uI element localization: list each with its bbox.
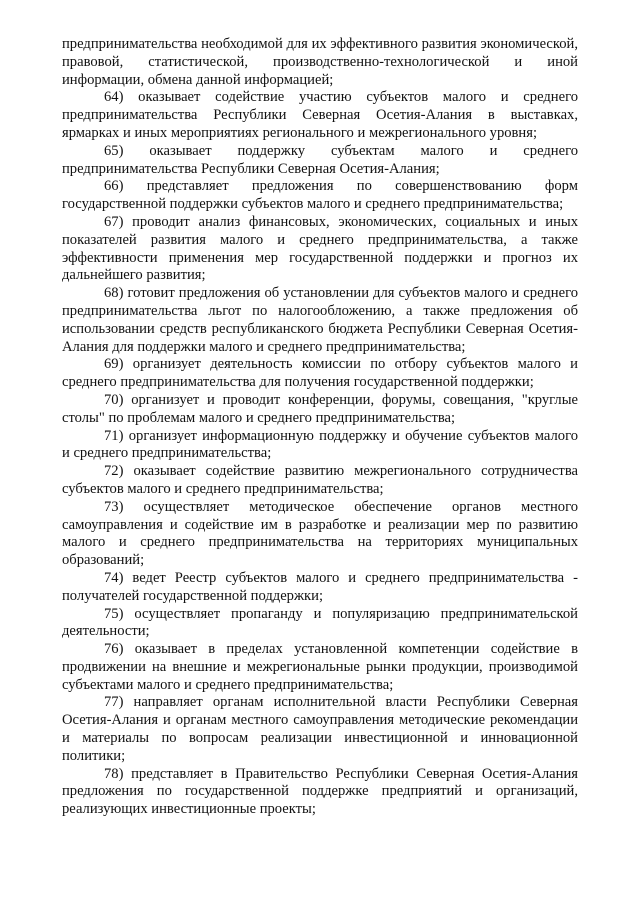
paragraph-item-70: 70) организует и проводит конференции, форумы, совещания, "круглые столы" по проблемам малого и среднего предпринимательства; bbox=[62, 391, 578, 426]
paragraph-item-67: 67) проводит анализ финансовых, экономических, социальных и иных показателей развития малого и среднего предпринимательства, а также эффективности применения мер государственной поддержки и прогноз их дальнейшего развития; bbox=[62, 213, 578, 284]
paragraph-item-78: 78) представляет в Правительство Республики Северная Осетия-Алания предложения по государственной поддержке предприятий и организаций, реализующих инвестиционные проекты; bbox=[62, 765, 578, 818]
paragraph-item-69: 69) организует деятельность комиссии по отбору субъектов малого и среднего предпринимательства для получения государственной поддержки; bbox=[62, 356, 578, 391]
paragraph-item-66: 66) представляет предложения по совершенствованию форм государственной поддержки субъектов малого и среднего предпринимательства; bbox=[62, 178, 578, 213]
paragraph-item-75: 75) осуществляет пропаганду и популяризацию предпринимательской деятельности; bbox=[62, 605, 578, 640]
paragraph-item-72: 72) оказывает содействие развитию межрегионального сотрудничества субъектов малого и среднего предпринимательства; bbox=[62, 463, 578, 497]
paragraph-item-76: 76) оказывает в пределах установленной компетенции содействие в продвижении на внешние и межрегиональные рынки продукции, производимой субъектами малого и среднего предпринимательства; bbox=[62, 641, 578, 693]
document-page bbox=[62, 36, 578, 819]
paragraph-item-73: 73) осуществляет методическое обеспечение органов местного самоуправления и содействие им в разработке и реализации мер по развитию малого и среднего предпринимательства на территориях муниципальных образований; bbox=[62, 498, 578, 569]
paragraph-item-65: 65) оказывает поддержку субъектам малого и среднего предпринимательства Республики Северная Осетия-Алания; bbox=[62, 142, 578, 177]
paragraph-item-68: 68) готовит предложения об установлении для субъектов малого и среднего предпринимательства льгот по налогообложению, а также предложения об использовании средств республиканского бюджета Республики Северная Осетия-Алания для поддержки малого и среднего предпринимательства; bbox=[62, 285, 578, 355]
paragraph-item-77: 77) направляет органам исполнительной власти Республики Северная Осетия-Алания и органам местного самоуправления методические рекомендации и материалы по вопросам реализации инвестиционной и инновационной политики; bbox=[62, 694, 578, 764]
paragraph-continuation: предпринимательства необходимой для их эффективного развития экономической, правовой, статистической, производственно-технологической и иной информации, обмена данной информацией; bbox=[62, 36, 578, 88]
paragraph-item-71: 71) организует информационную поддержку и обучение субъектов малого и среднего предпринимательства; bbox=[62, 427, 578, 462]
paragraph-item-64: 64) оказывает содействие участию субъектов малого и среднего предпринимательства Республики Северная Осетия-Алания в выставках, ярмарках и иных мероприятиях регионального и межрегионального уровня; bbox=[62, 89, 578, 141]
paragraph-item-74: 74) ведет Реестр субъектов малого и среднего предпринимательства - получателей государственной поддержки; bbox=[62, 569, 578, 604]
